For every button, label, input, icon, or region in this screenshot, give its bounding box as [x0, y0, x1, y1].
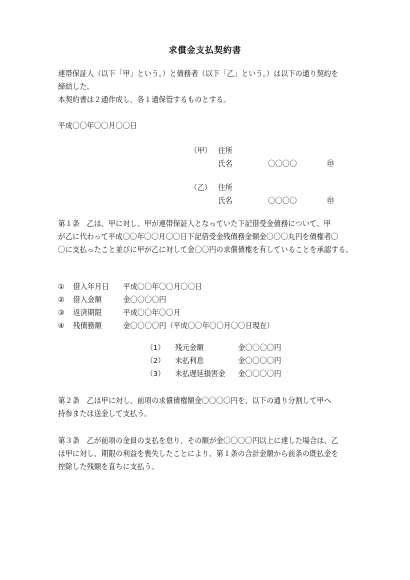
breakdown-label: 未払利息 [175, 356, 204, 365]
loan-item-value: 金〇〇〇〇円 [123, 295, 167, 304]
article-3-line-3: 控除した残額を直ちに支払う。 [58, 462, 159, 471]
party-otsu-name-label: 氏名 [218, 196, 233, 205]
article-1-line-2: が乙に代わって平成〇〇年〇〇月〇〇日下記借受金残債務金額金〇〇〇丸円を債権者〇 [58, 232, 339, 241]
intro-line-2: 締結した。 [58, 82, 94, 91]
breakdown-label: 残元金額 [175, 343, 204, 352]
loan-item-value: 平成〇〇年〇〇月〇〇日 [123, 282, 203, 291]
breakdown-value: 金〇〇〇〇円 [238, 343, 282, 352]
party-ko-address-label: 住所 [218, 146, 233, 155]
article-2-line-2: 持参または送金して支払う。 [58, 409, 152, 418]
loan-item-num: ② [58, 295, 65, 304]
loan-item-label: 残債務額 [73, 321, 102, 330]
party-ko-name-label: 氏名 [218, 159, 233, 168]
party-ko-label: （甲） [190, 146, 212, 155]
party-ko-name: 〇〇〇〇 [268, 159, 297, 168]
party-ko-seal: ㊞ [327, 159, 335, 168]
loan-item-value: 平成〇〇年〇〇月 [123, 308, 181, 317]
intro-line-1: 連帯保証人（以下「甲」という。）と債務者（以下「乙」という。）は以下の通り契約を [58, 69, 339, 78]
loan-item-label: 返済期限 [73, 308, 102, 317]
document-title: 求償金支払契約書 [168, 46, 242, 56]
party-otsu-name: 〇〇〇〇 [268, 196, 297, 205]
article-2-line-1: 第２条 乙は甲に対し、前項の求償債権額金〇〇〇〇円を、以下の通り分割して甲へ [58, 396, 332, 405]
loan-item-label: 借入金額 [73, 295, 102, 304]
intro-line-3: 本契約書は２通作成し、各１通保管するものとする。 [58, 95, 231, 104]
breakdown-value: 金〇〇〇〇円 [238, 356, 282, 365]
loan-item-value: 金〇〇〇〇円（平成〇〇年〇〇月〇〇日現在） [123, 321, 274, 330]
article-3-line-1: 第３条 乙が前項の金員の支払を怠り、その額が金〇〇〇〇円以上に達した場合は、乙 [58, 436, 339, 445]
breakdown-num: （2） [146, 356, 165, 365]
contract-date: 平成〇〇年〇〇月〇〇日 [58, 121, 138, 130]
breakdown-label: 未払遅延損害金 [175, 369, 226, 378]
loan-item-label: 借入年月日 [73, 282, 109, 291]
loan-item-num: ③ [58, 308, 65, 317]
breakdown-value: 金〇〇〇〇円 [238, 369, 282, 378]
party-otsu-seal: ㊞ [327, 196, 335, 205]
article-1-line-1: 第１条 乙は、甲に対し、甲が連帯保証人となっていた下記借受金債務について、甲 [58, 219, 331, 228]
breakdown-num: （1） [146, 343, 165, 352]
article-1-line-3: 〇に支払ったこと並びに甲が乙に対して金〇〇円の求償債権を有していることを承認する。 [58, 245, 353, 254]
breakdown-num: （3） [146, 369, 165, 378]
loan-item-num: ④ [58, 321, 65, 330]
article-3-line-2: は甲に対し、期限の利益を喪失したことにより、第１条の合計金額から前条の既払金を [58, 449, 339, 458]
party-otsu-label: （乙） [190, 183, 212, 192]
loan-item-num: ① [58, 282, 65, 291]
party-otsu-address-label: 住所 [218, 183, 233, 192]
